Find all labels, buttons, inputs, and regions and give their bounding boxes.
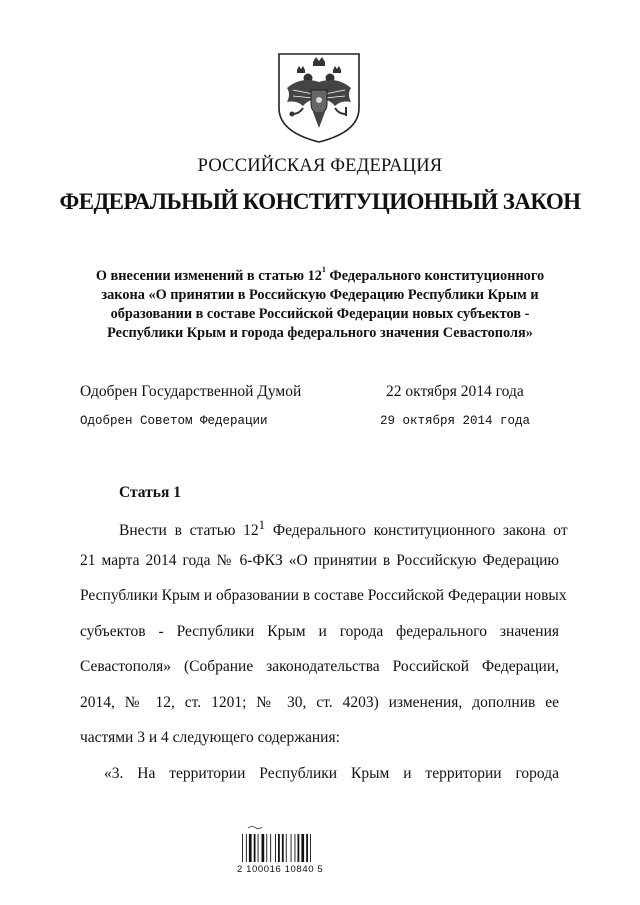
barcode-bar — [291, 834, 292, 862]
approval-body: Одобрен Государственной Думой — [80, 383, 302, 400]
approval-date: 22 октября 2014 года — [386, 383, 524, 400]
article-line: Севастополя» (Собрание законодательства Российской Федерации, — [80, 658, 559, 675]
article-heading: Статья 1 — [119, 484, 181, 501]
barcode-bar — [254, 834, 256, 862]
article-line: Республики Крым и образовании в составе Российской Федерации новых — [80, 587, 567, 604]
law-title-line-4: Республики Крым и города федерального значения Севастополя» — [107, 324, 533, 341]
article-line: частями 3 и 4 следующего содержания: — [80, 729, 340, 746]
barcode-bar — [242, 834, 243, 862]
quote-line: «3. На территории Республики Крым и территории города — [104, 764, 559, 782]
barcode-bar — [306, 834, 308, 862]
barcode-bar — [286, 834, 287, 862]
barcode-bar — [298, 834, 300, 862]
law-title-line-2: закона «О принятии в Российскую Федерацию Республики Крым и — [101, 286, 539, 303]
article-line: 2014, № 12, ст. 1201; № 30, ст. 4203) изменения, дополнив ее — [80, 693, 559, 711]
coat-of-arms-emblem — [273, 50, 365, 146]
law-title — [80, 262, 560, 343]
barcode-bar — [282, 834, 284, 862]
law-title-line-3: образовании в составе Российской Федерации новых субъектов - — [110, 305, 530, 322]
law-title-line-1: О внесении изменений в статью $12^1$ Федерального конституционного — [95, 265, 545, 284]
article-line: Внести в статью $12^1$ Федерального конституционного закона от — [119, 517, 568, 540]
barcode-bar — [301, 834, 304, 862]
barcode — [236, 826, 326, 894]
barcode-number: 2 100016 10840 5 — [237, 864, 324, 875]
barcode-bar — [266, 834, 267, 862]
barcode-bar — [278, 834, 280, 862]
approval-body: Одобрен Советом Федерации — [80, 414, 268, 428]
barcode-bar — [270, 834, 271, 862]
barcode-bar — [310, 834, 311, 862]
approval-date: 29 октября 2014 года — [380, 414, 531, 428]
barcode-bar — [246, 834, 247, 862]
article-line: субъектов - Республики Крым и города федерального значения — [80, 622, 559, 640]
country-name: РОССИЙСКАЯ ФЕДЕРАЦИЯ — [197, 156, 443, 176]
barcode-bar — [295, 834, 296, 862]
barcode-bar — [262, 834, 265, 862]
article-body — [80, 507, 568, 791]
barcode-bar — [249, 834, 252, 862]
article-line: 21 марта 2014 года № 6-ФКЗ «О принятии в Российскую Федерацию — [80, 551, 559, 569]
barcode-bar — [275, 834, 276, 862]
barcode-bar — [258, 834, 259, 862]
law-type-heading: ФЕДЕРАЛЬНЫЙ КОНСТИТУЦИОННЫЙ ЗАКОН — [59, 189, 581, 214]
